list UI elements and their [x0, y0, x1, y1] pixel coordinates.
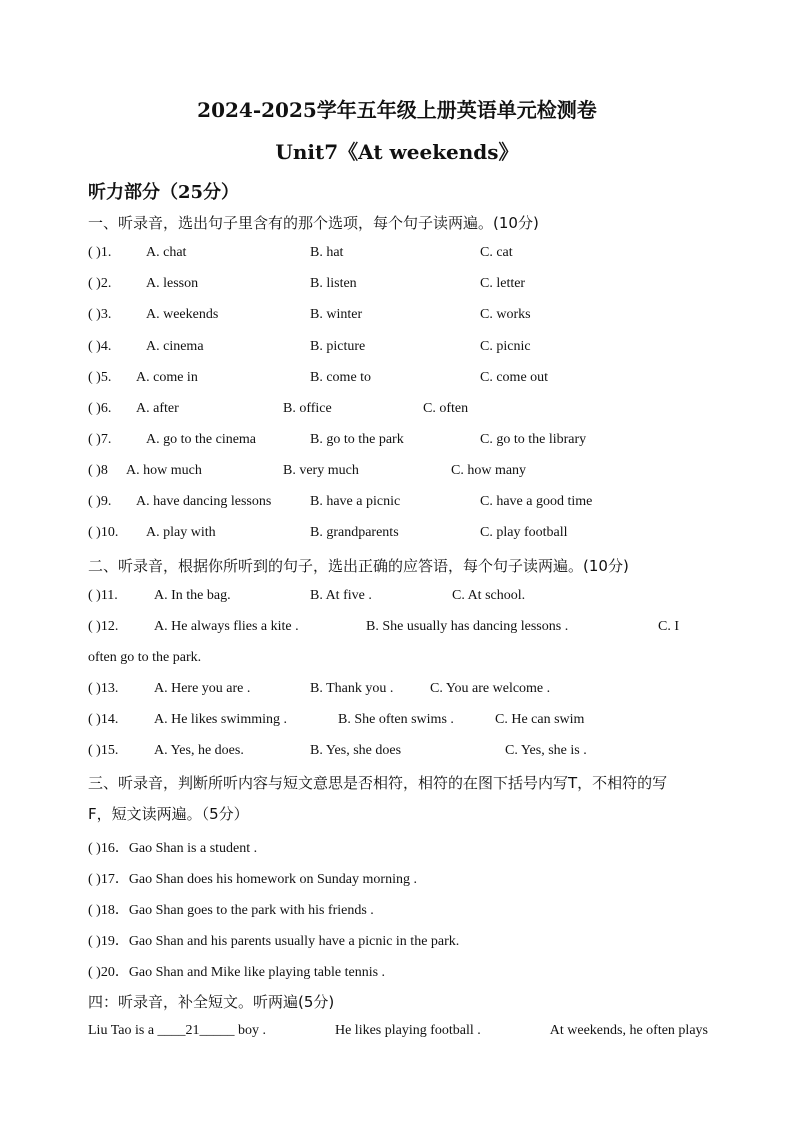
option-b: B. She often swims . — [338, 712, 454, 727]
option-a: A. cinema — [146, 339, 204, 354]
question-number: ( )12. — [88, 619, 119, 634]
question-number: ( )3. — [88, 307, 112, 322]
unit-title: Unit7《At weekends》 — [275, 140, 519, 164]
listening-part-title: 听力部分（25分） — [88, 182, 240, 203]
judgement-item: ( )16．Gao Shan is a student . — [88, 841, 258, 856]
passage-part-1: Liu Tao is a ____21_____ boy . — [88, 1023, 267, 1038]
option-a: A. Here you are . — [154, 681, 251, 696]
section1-heading: 一、听录音，选出句子里含有的那个选项，每个句子读两遍。(10分) — [88, 214, 539, 232]
option-c: C. letter — [480, 276, 526, 291]
option-b: B. office — [283, 401, 332, 416]
question-number: ( )4. — [88, 339, 112, 354]
question-number: ( )11. — [88, 588, 118, 603]
option-b: B. Yes, she does — [310, 743, 402, 758]
option-c: C. Yes, she is . — [505, 743, 587, 758]
option-b: B. have a picnic — [310, 494, 401, 509]
option-a: A. chat — [146, 245, 187, 260]
question-number: ( )5. — [88, 370, 112, 385]
question-number: ( )9. — [88, 494, 112, 509]
option-c: C. come out — [480, 370, 549, 385]
question-number: ( )2. — [88, 276, 112, 291]
passage-part-2: He likes playing football . — [334, 1023, 481, 1038]
option-b: B. picture — [310, 339, 366, 354]
option-a: A. He likes swimming . — [154, 712, 287, 727]
section4-passage-line — [88, 1023, 708, 1039]
question-number: ( )13. — [88, 681, 119, 696]
option-c: C. play football — [480, 525, 568, 540]
option-c: C. picnic — [480, 339, 531, 354]
option-a: A. after — [136, 401, 179, 416]
section4-heading: 四：听录音，补全短文。听两遍(5分) — [88, 993, 335, 1011]
option-c: C. have a good time — [480, 494, 593, 509]
question-number: ( )7. — [88, 432, 112, 447]
option-a: A. come in — [136, 370, 198, 385]
option-c: C. go to the library — [480, 432, 587, 447]
section3-heading-line1: 三、听录音，判断所听内容与短文意思是否相符，相符的在图下括号内写T，不相符的写 — [88, 774, 668, 792]
option-b: B. grandparents — [310, 525, 399, 540]
option-a: A. have dancing lessons — [136, 494, 272, 509]
option-c: C. cat — [480, 245, 513, 260]
exam-title: 2024-2025学年五年级上册英语单元检测卷 — [197, 98, 597, 122]
option-c: C. At school. — [452, 588, 526, 603]
judgement-item: ( )18．Gao Shan goes to the park with his friends . — [88, 903, 374, 918]
section2-heading: 二、听录音，根据你所听到的句子，选出正确的应答语，每个句子读两遍。(10分) — [88, 557, 629, 575]
section3-heading-line2: F，短文读两遍。（5分） — [88, 805, 249, 823]
question-number: ( )1. — [88, 245, 112, 260]
option-b: B. hat — [310, 245, 344, 260]
option-a: A. how much — [126, 463, 202, 478]
judgement-item: ( )19．Gao Shan and his parents usually have a picnic in the park. — [88, 934, 460, 949]
option-a: A. play with — [146, 525, 216, 540]
option-c: C. often — [423, 401, 469, 416]
option-b: B. come to — [310, 370, 372, 385]
option-a: A. He always flies a kite . — [154, 619, 299, 634]
question-number: ( )8 — [88, 463, 108, 478]
option-b: B. go to the park — [310, 432, 404, 447]
option-c-continued: often go to the park. — [88, 650, 202, 665]
question-number: ( )6. — [88, 401, 112, 416]
option-c: C. He can swim — [495, 712, 585, 727]
option-c: C. You are welcome . — [430, 681, 551, 696]
question-number: ( )15. — [88, 743, 119, 758]
option-a: A. In the bag. — [154, 588, 231, 603]
passage-part-3: At weekends, he often plays — [549, 1023, 708, 1038]
option-a: A. lesson — [146, 276, 199, 291]
question-number: ( )14. — [88, 712, 119, 727]
option-a: A. go to the cinema — [146, 432, 257, 447]
option-b: B. She usually has dancing lessons . — [366, 619, 569, 634]
option-b: B. winter — [310, 307, 363, 322]
question-number: ( )10. — [88, 525, 119, 540]
option-c: C. how many — [451, 463, 527, 478]
option-b: B. very much — [283, 463, 359, 478]
option-a: A. Yes, he does. — [154, 743, 244, 758]
option-b: B. listen — [310, 276, 357, 291]
option-a: A. weekends — [146, 307, 219, 322]
option-b: B. Thank you . — [310, 681, 394, 696]
option-c: C. works — [480, 307, 531, 322]
option-c: C. I — [658, 619, 679, 634]
judgement-item: ( )20．Gao Shan and Mike like playing table tennis . — [88, 965, 386, 980]
judgement-item: ( )17．Gao Shan does his homework on Sunday morning . — [88, 872, 417, 887]
option-b: B. At five . — [310, 588, 372, 603]
